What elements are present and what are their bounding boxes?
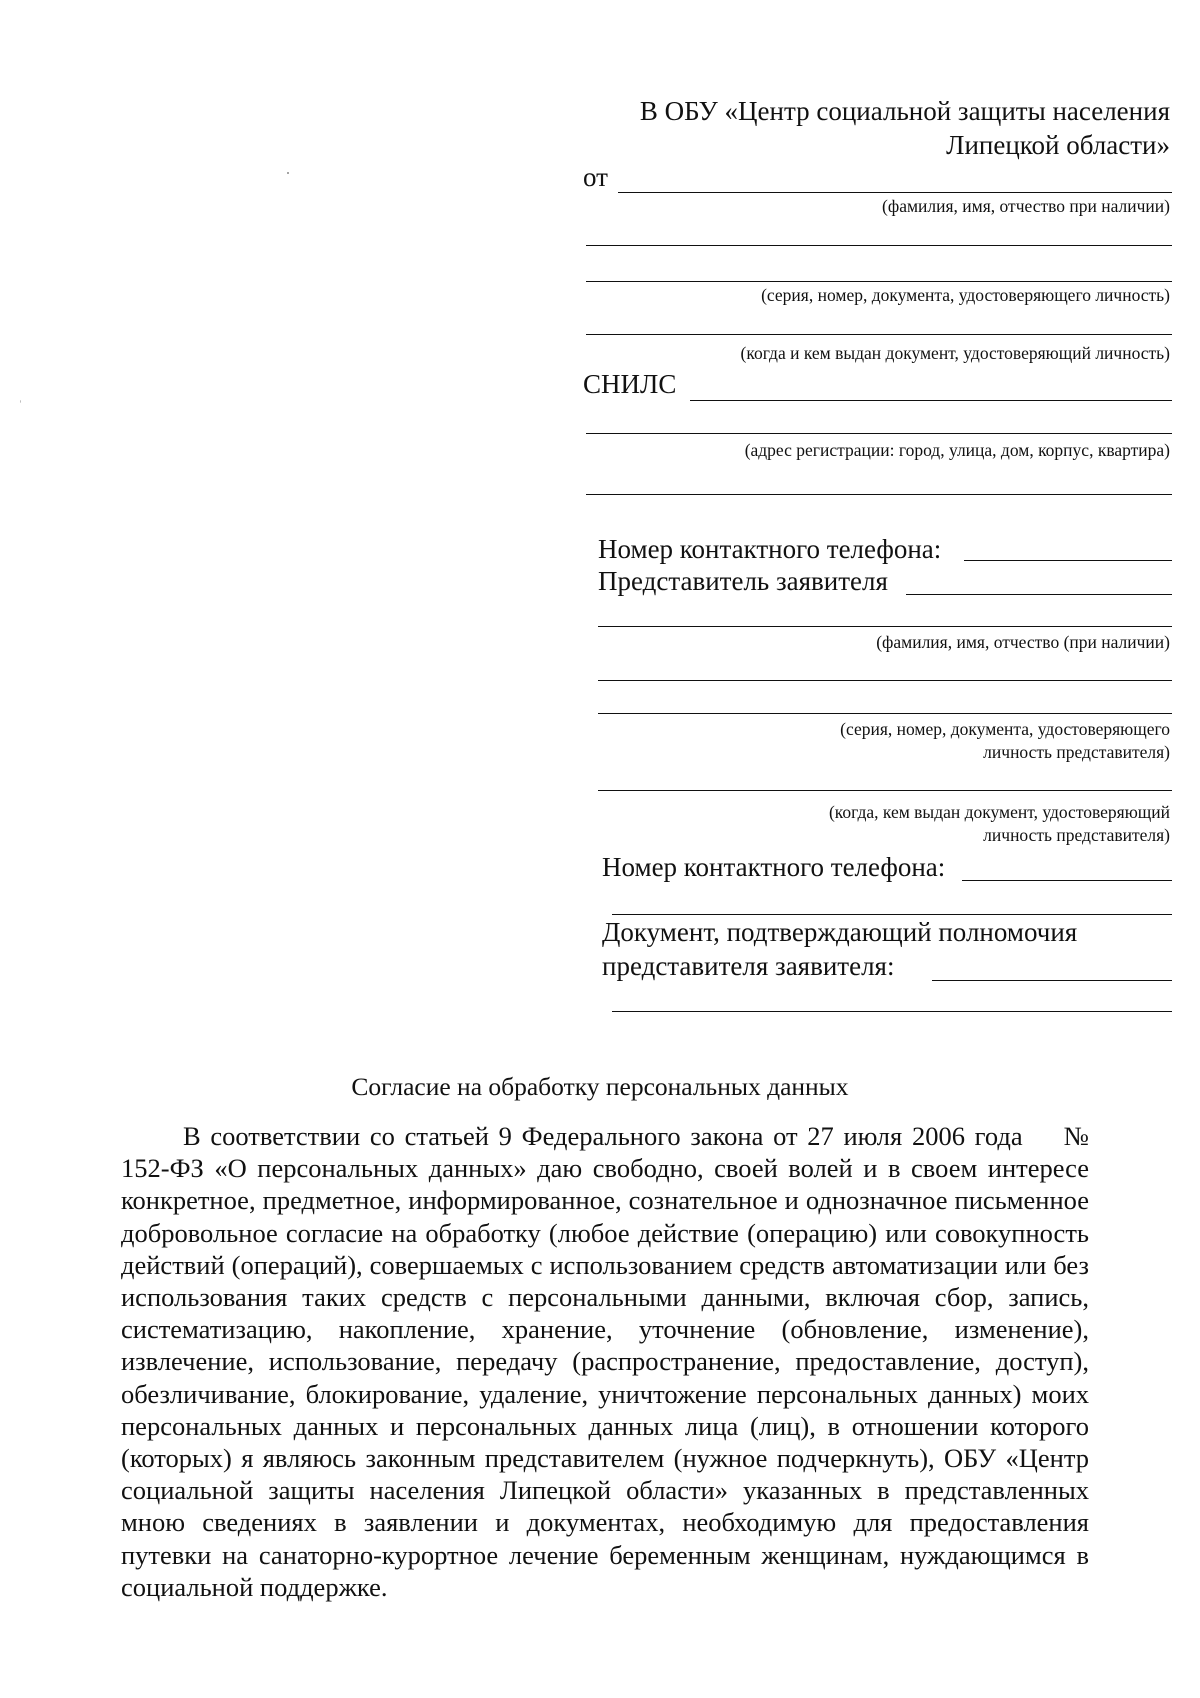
from-label: от <box>583 162 608 192</box>
rep-phone-label: Номер контактного телефона: <box>602 852 946 882</box>
representative-label: Представитель заявителя <box>598 566 888 596</box>
hint-issued: (когда и кем выдан документ, удостоверяющий личность) <box>740 343 1170 363</box>
addressee-line2: Липецкой области» <box>946 130 1170 160</box>
applicant-issued-field[interactable] <box>586 334 1172 335</box>
scan-speck <box>287 172 289 174</box>
consent-paragraph-start: В соответствии со статьей 9 Федерального закона от 27 июля 2006 года <box>183 1121 1023 1151</box>
addressee-line1: В ОБУ «Центр социальной защиты населения <box>639 96 1170 126</box>
phone-field[interactable] <box>964 560 1172 561</box>
scan-speck <box>20 400 21 403</box>
rep-doc-field-1[interactable] <box>598 680 1172 681</box>
consent-paragraph-rest: 152-ФЗ «О персональных данных» даю свободно, своей волей и в своем интересе конкретное, предметное, информированное, сознательное и однозначное письменное добровольное согласие на обработку (любое действие (операцию) или совокупность действий (операций), совершаемых с использованием средств автоматизации или без использования таких средств с персональными данными, включая сбор, запись, систематизацию, накопление, хранение, уточнение (обновление, изменение), извлечение, использование, передачу (распространение, предоставление, доступ), обезличивание, блокирование, удаление, уничтожение персональных данных) моих персональных данных и персональных данных лица (лиц), в отношении которого (которых) я являюсь законным представителем (нужное подчеркнуть), ОБУ «Центр социальной защиты населения Липецкой области» указанных в представленных мною сведениях в заявлении и документах, необходимую для предоставления путевки на санаторно-курортное лечение беременным женщинам, нуждающимся в социальной поддержке. <box>121 1153 1089 1602</box>
rep-hint-issued-line2: личность представителя) <box>983 825 1170 845</box>
hint-doc: (серия, номер, документа, удостоверяющего личность) <box>761 285 1170 305</box>
representative-field[interactable] <box>906 594 1172 595</box>
consent-paragraph <box>121 1120 1089 1603</box>
rep-hint-doc-line1: (серия, номер, документа, удостоверяющего <box>840 719 1170 739</box>
hint-address: (адрес регистрации: город, улица, дом, корпус, квартира) <box>744 440 1170 460</box>
applicant-fio-field[interactable] <box>618 192 1172 193</box>
rep-hint-issued-line1: (когда, кем выдан документ, удостоверяющий <box>828 802 1170 822</box>
address-field-1[interactable] <box>586 433 1172 434</box>
rep-fio-field[interactable] <box>598 626 1172 627</box>
applicant-doc-field-1[interactable] <box>586 245 1172 246</box>
rep-phone-field[interactable] <box>962 880 1172 881</box>
rep-hint-doc-line2: личность представителя) <box>983 742 1170 762</box>
applicant-doc-field-2[interactable] <box>586 281 1172 282</box>
number-sign: № <box>1060 1121 1089 1151</box>
hint-fio: (фамилия, имя, отчество при наличии) <box>882 196 1170 216</box>
snils-label: СНИЛС <box>583 369 677 399</box>
rep-doc-field-2[interactable] <box>598 713 1172 714</box>
rep-hint-fio: (фамилия, имя, отчество (при наличии) <box>876 632 1170 652</box>
phone-label: Номер контактного телефона: <box>598 534 942 564</box>
authority-doc-field-2[interactable] <box>612 1011 1172 1012</box>
authority-doc-field-1[interactable] <box>932 980 1172 981</box>
rep-issued-field[interactable] <box>598 790 1172 791</box>
authority-doc-line2: представителя заявителя: <box>602 951 895 981</box>
rep-phone-field-2[interactable] <box>612 914 1172 915</box>
address-field-2[interactable] <box>586 494 1172 495</box>
snils-field[interactable] <box>690 400 1172 401</box>
authority-doc-line1: Документ, подтверждающий полномочия <box>602 917 1078 947</box>
consent-title: Согласие на обработку персональных данных <box>351 1072 849 1101</box>
